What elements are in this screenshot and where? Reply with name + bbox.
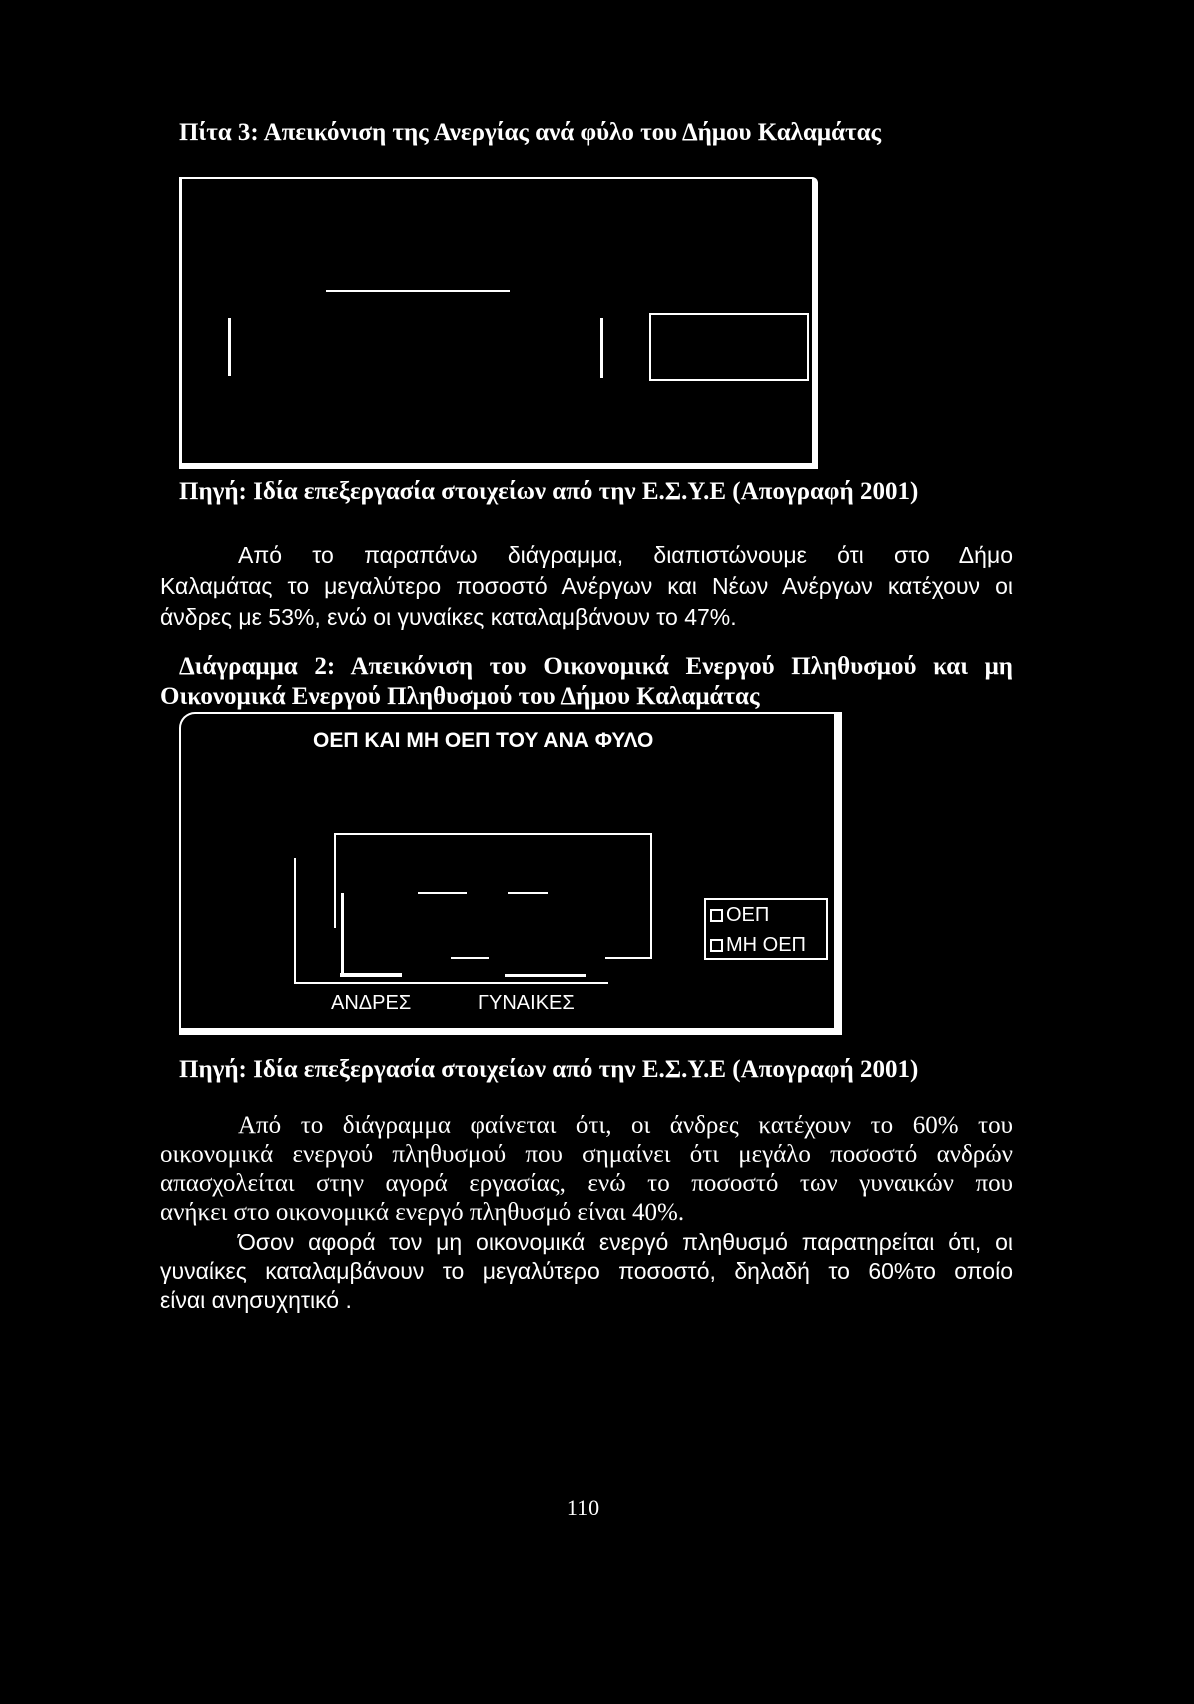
bar-chart-y-axis (294, 858, 296, 984)
bar-chart-x-axis (294, 982, 608, 984)
paragraph-2-line: Από το διάγραμμα φαίνεται ότι, οι άνδρες κατέχουν το 60% του (238, 1112, 1013, 1139)
bar-chart-bar-top (418, 892, 467, 894)
legend-swatch-icon (710, 939, 723, 952)
paragraph-1-line: Καλαμάτας το μεγαλύτερο ποσοστό Ανέργων και Νέων Ανέργων κατέχουν οι (160, 573, 1013, 599)
paragraph-2-line: απασχολείται στην αγορά εργασίας, ενώ το ποσοστό των γυναικών που (160, 1170, 1013, 1197)
legend-label: ΟΕΠ (726, 904, 770, 926)
figure-2-source: Πηγή: Ιδία επεξεργασία στοιχείων από την Ε.Σ.Υ.Ε (Απογραφή 2001) (179, 1056, 919, 1083)
paragraph-2-line: ανήκει στο οικονομικά ενεργό πληθυσμό είναι 40%. (160, 1199, 685, 1226)
bar-chart-plot-area-border (605, 957, 652, 959)
paragraph-3-line: είναι ανησυχητικό . (160, 1287, 352, 1313)
bar-chart-bar-top (508, 892, 548, 894)
x-tick-label: ΓΥΝΑΙΚΕΣ (478, 992, 575, 1014)
page-number: 110 (566, 1495, 600, 1520)
bar-chart-bar-edge (341, 893, 344, 977)
pie-chart-leader-line (326, 290, 510, 292)
pie-chart-legend-box (649, 313, 809, 381)
paragraph-1-line: Από το παραπάνω διάγραμμα, διαπιστώνουμε ότι στο Δήμο (238, 542, 1013, 568)
bar-chart-frame (179, 712, 842, 1035)
legend-swatch-icon (710, 909, 723, 922)
bar-chart-plot-area-border (650, 833, 652, 959)
bar-chart-bar-base (340, 973, 402, 977)
legend-label: ΜΗ ΟΕΠ (726, 934, 806, 956)
figure-1-source: Πηγή: Ιδία επεξεργασία στοιχείων από την Ε.Σ.Υ.Ε (Απογραφή 2001) (179, 478, 919, 505)
pie-chart-edge-line (228, 318, 231, 376)
figure-1-caption: Πίτα 3: Απεικόνιση της Ανεργίας ανά φύλο του Δήμου Καλαμάτας (179, 119, 882, 146)
paragraph-3-line: γυναίκες καταλαμβάνουν το μεγαλύτερο ποσοστό, δηλαδή το 60%το οποίο (160, 1258, 1013, 1284)
paragraph-2-line: οικονομικά ενεργού πληθυσμού που σημαίνει ότι μεγάλο ποσοστό ανδρών (160, 1141, 1013, 1168)
x-tick-label: ΑΝΔΡΕΣ (331, 992, 412, 1014)
bar-chart-bar-base (505, 974, 586, 977)
bar-chart-bar-edge (451, 957, 489, 959)
bar-chart-title: ΟΕΠ ΚΑΙ ΜΗ ΟΕΠ ΤΟΥ ΑΝΑ ΦΥΛΟ (313, 729, 654, 752)
paragraph-3-line: Όσον αφορά τον μη οικονομικά ενεργό πληθυσμό παρατηρείται ότι, οι (238, 1229, 1013, 1255)
figure-2-caption-line: Οικονομικά Ενεργού Πληθυσμού του Δήμου Καλαμάτας (160, 683, 760, 710)
figure-2-caption-line: Διάγραμμα 2: Απεικόνιση του Οικονομικά Ενεργού Πληθυσμού και μη (179, 653, 1013, 680)
bar-chart-plot-area-border (334, 833, 336, 928)
paragraph-1-line: άνδρες με 53%, ενώ οι γυναίκες καταλαμβάνουν το 47%. (160, 604, 737, 630)
bar-chart-plot-area-border (334, 833, 652, 835)
pie-chart-edge-line (600, 318, 603, 378)
